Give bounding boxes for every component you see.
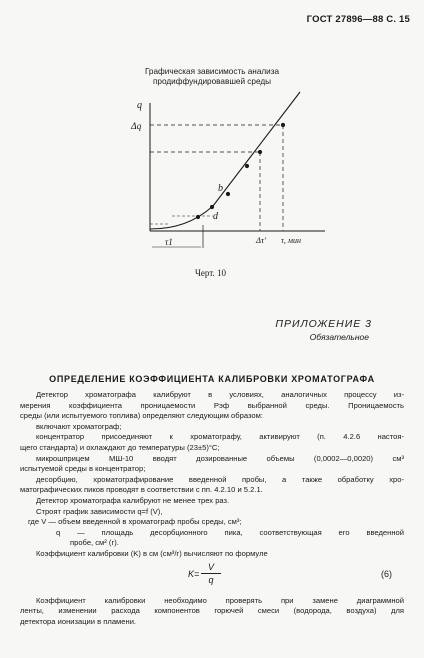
curve bbox=[150, 92, 300, 229]
figure-caption: Черт. 10 bbox=[195, 268, 226, 278]
x-tick-dtau: Δτ′ bbox=[256, 235, 266, 245]
paragraph-line: ленты, изменении расхода компонентов горючей смеси (водорода, воздуха) для bbox=[20, 606, 404, 616]
paragraph-line: испытуемой среды в концентратор; bbox=[20, 464, 146, 474]
paragraph-line: концентратор присоединяют к хроматографу, активируют (п. 4.2.6 настоя- bbox=[36, 432, 404, 442]
y-axis-label: q bbox=[137, 100, 142, 111]
paragraph-line: среды (или испытуемого топлива) определяют следующим образом: bbox=[20, 411, 263, 421]
paragraph-line: детектора ионизации в пламени. bbox=[20, 616, 137, 626]
data-point-1 bbox=[281, 123, 285, 127]
paragraph-line: где V — объем введенной в хроматограф пробы среды, см³; bbox=[28, 517, 242, 527]
paragraph-line: пробе, см² (г). bbox=[70, 538, 119, 548]
paragraph-line: q — площадь десорбционного пика, соответствующая его введенной bbox=[56, 527, 404, 537]
data-point-d bbox=[196, 215, 200, 219]
paragraph-line: Детектор хроматографа калибруют не менее трех раз. bbox=[36, 495, 230, 505]
body-text bbox=[20, 390, 404, 627]
section-title: ОПРЕДЕЛЕНИЕ КОЭФФИЦИЕНТА КАЛИБРОВКИ ХРОМАТОГРАФА bbox=[49, 374, 375, 384]
formula-denominator: q bbox=[208, 575, 214, 586]
paragraph-line: щего стандарта) и охлаждают до температуры (23±5)°С; bbox=[20, 442, 220, 452]
paragraph-line: Строят график зависимости q=f (V), bbox=[36, 506, 163, 516]
point-d-label: d bbox=[213, 211, 218, 222]
point-b-label: b bbox=[218, 183, 223, 194]
figure-graph bbox=[0, 0, 424, 300]
data-point-b bbox=[226, 192, 230, 196]
appendix-title: ПРИЛОЖЕНИЕ 3 bbox=[275, 318, 372, 330]
paragraph-line: Коэффициент калибровки необходимо проверять при замене диаграммной bbox=[36, 595, 404, 605]
paragraph-line: десорбцию, хроматографирование введенной пробы, а также обработку хро- bbox=[36, 474, 404, 484]
x-tick-tau1: τ1 bbox=[165, 237, 173, 247]
paragraph-line: матографических пиков проводят в соответствии с пп. 4.2.10 и 5.2.1. bbox=[20, 485, 263, 495]
formula-6 bbox=[20, 562, 404, 590]
formula-k: K= bbox=[188, 568, 200, 579]
figure-title-line2: продиффундировавшей среды bbox=[153, 77, 271, 86]
data-point-4 bbox=[210, 205, 214, 209]
formula-fraction bbox=[201, 562, 221, 586]
page-header: ГОСТ 27896—88 С. 15 bbox=[306, 14, 410, 25]
x-tick-tau: τ, мин bbox=[281, 236, 301, 245]
paragraph-line: включают хроматограф; bbox=[36, 421, 122, 431]
appendix-subtitle: Обязательное bbox=[309, 332, 369, 342]
paragraph-line: мерения коэффициента проницаемости Pэф выбранной среды. Проницаемость bbox=[20, 400, 404, 410]
paragraph-line: Детектор хроматографа калибруют в условиях, аналогичных процессу из- bbox=[36, 390, 404, 399]
paragraph-line: Коэффициент калибровки (K) в см (см³/г) вычисляют по формуле bbox=[36, 548, 268, 558]
figure-title-line1: Графическая зависимость анализа bbox=[144, 67, 280, 76]
formula-number: (6) bbox=[381, 568, 392, 579]
paragraph-line: микрошприцем МШ-10 вводят дозированные объемы (0,0002—0,0020) см³ bbox=[36, 453, 404, 463]
formula-numerator: V bbox=[201, 562, 221, 575]
data-point-3 bbox=[245, 164, 249, 168]
dq-label: Δq bbox=[131, 122, 142, 132]
data-point-2 bbox=[258, 150, 262, 154]
